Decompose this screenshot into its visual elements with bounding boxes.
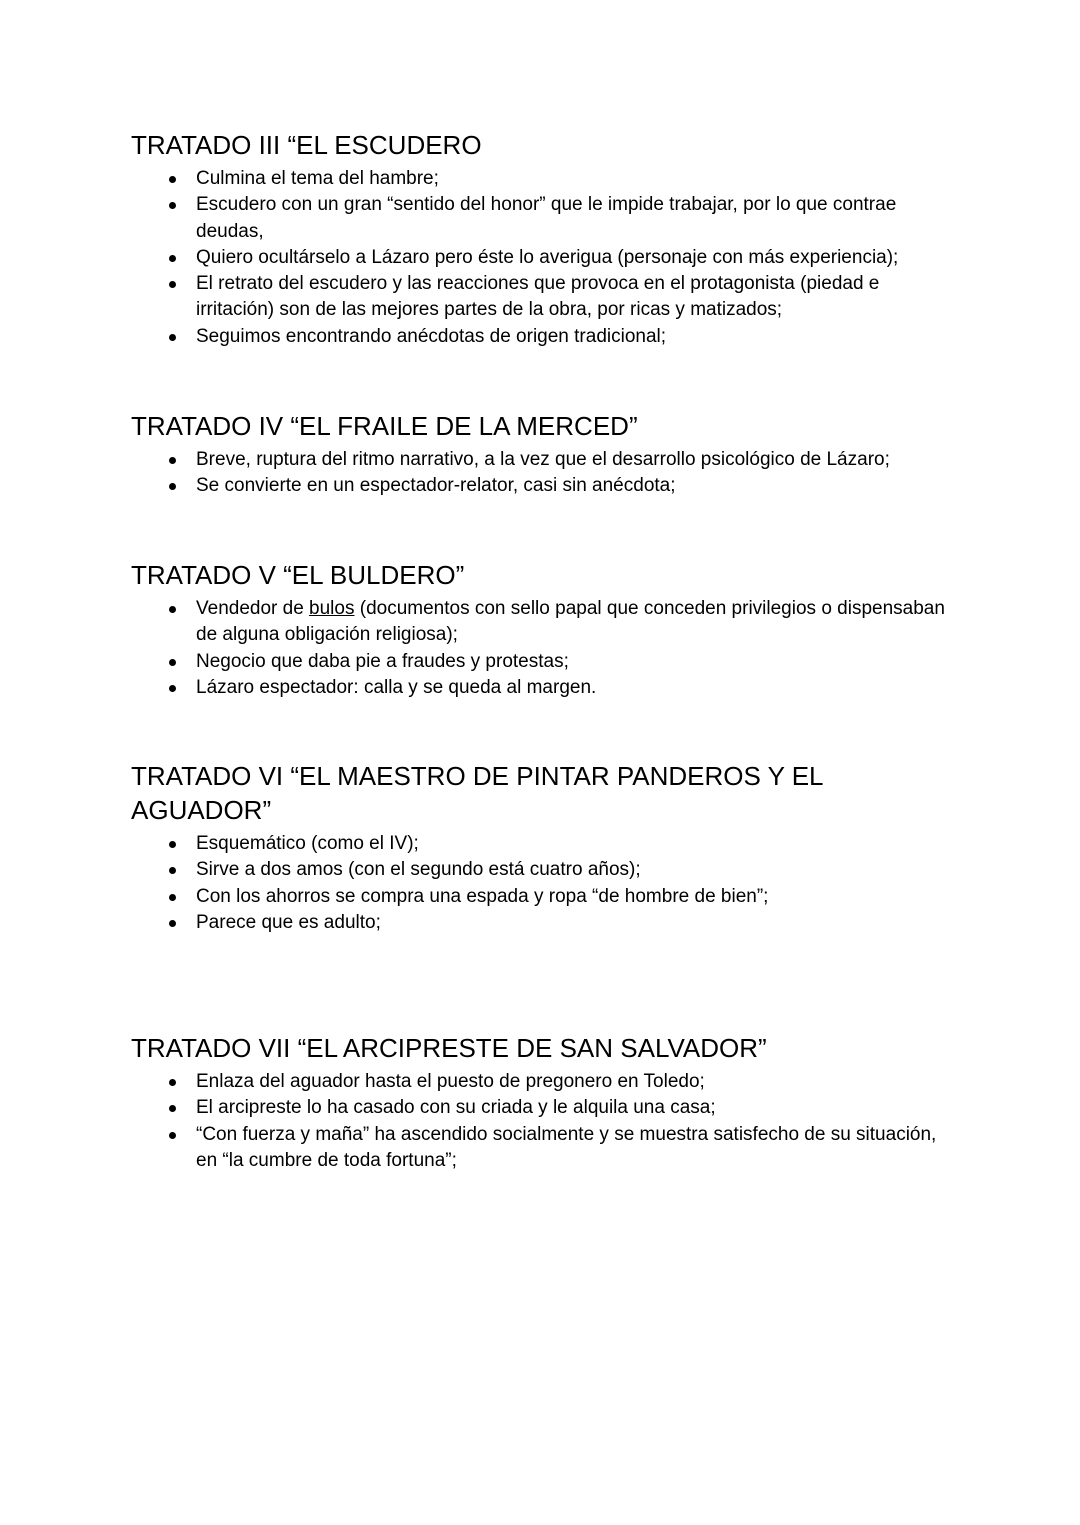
bullet-icon <box>169 894 176 901</box>
list-item <box>131 649 951 675</box>
bullet-list <box>131 1069 951 1174</box>
list-item-text: Esquemático (como el IV); <box>196 833 419 854</box>
bullet-icon <box>169 255 176 262</box>
list-item <box>131 473 951 499</box>
list-item-text: Escudero con un gran “sentido del honor” que le impide trabajar, por lo que contrae deudas, <box>196 194 897 242</box>
list-item <box>131 245 951 271</box>
bullet-icon <box>169 483 176 490</box>
bullet-icon <box>169 685 176 692</box>
list-item <box>131 271 951 324</box>
list-item <box>131 166 951 192</box>
bullet-icon <box>169 1132 176 1139</box>
list-item <box>131 831 951 857</box>
section-tratado-iv <box>131 409 951 500</box>
bullet-list <box>131 166 951 350</box>
bullet-icon <box>169 457 176 464</box>
bullet-icon <box>169 281 176 288</box>
list-item-text: Sirve a dos amos (con el segundo está cuatro años); <box>196 859 641 881</box>
list-item-text: Se convierte en un espectador-relator, casi sin anécdota; <box>196 475 676 497</box>
bullet-icon <box>169 659 176 666</box>
bullet-icon <box>169 841 176 848</box>
list-item-text: Culmina el tema del hambre; <box>196 168 439 189</box>
list-item-text: Negocio que daba pie a fraudes y protestas; <box>196 650 569 672</box>
list-item-text: Con los ahorros se compra una espada y ropa “de hombre de bien”; <box>196 885 769 907</box>
list-item <box>131 1095 951 1121</box>
list-item <box>131 675 951 701</box>
list-item-text: Quiero ocultárselo a Lázaro pero éste lo averigua (personaje con más experiencia); <box>196 246 899 268</box>
list-item <box>131 1122 951 1175</box>
section-heading: TRATADO V “EL BULDERO” <box>131 560 465 590</box>
bullet-icon <box>169 606 176 613</box>
section-tratado-vii <box>131 1031 951 1174</box>
bullet-icon <box>169 1079 176 1086</box>
bullet-list <box>131 447 951 500</box>
list-item-text: Lázaro espectador: calla y se queda al margen. <box>196 676 597 698</box>
bullet-icon <box>169 202 176 209</box>
bullet-icon <box>169 920 176 927</box>
list-item <box>131 447 951 473</box>
bullet-list <box>131 831 951 936</box>
section-tratado-vi <box>131 759 831 936</box>
list-item-text-before: Vendedor de <box>196 598 310 619</box>
list-item-text-after: (documentos con sello papal que conceden privilegios o dispensaban de alguna obligación religiosa); <box>196 598 945 646</box>
section-heading: TRATADO IV “EL FRAILE DE LA MERCED” <box>131 411 638 441</box>
list-item <box>131 857 951 883</box>
section-heading: TRATADO VII “EL ARCIPRESTE DE SAN SALVADOR” <box>131 1033 767 1063</box>
list-item-text: El retrato del escudero y las reacciones que provoca en el protagonista (piedad e irritación) son de las mejores partes de la obra, por ricas y matizados; <box>196 273 880 321</box>
bullet-list <box>131 596 951 701</box>
bullet-icon <box>169 176 176 183</box>
list-item-text: Seguimos encontrando anécdotas de origen tradicional; <box>196 325 667 347</box>
section-heading: TRATADO VI “EL MAESTRO DE PINTAR PANDEROS Y EL AGUADOR” <box>131 761 823 825</box>
list-item <box>131 910 951 936</box>
bullet-icon <box>169 1105 176 1112</box>
list-item <box>131 1069 951 1095</box>
list-item <box>131 884 951 910</box>
bullet-icon <box>169 867 176 874</box>
list-item-text: Enlaza del aguador hasta el puesto de pregonero en Toledo; <box>196 1071 705 1092</box>
list-item-text: El arcipreste lo ha casado con su criada y le alquila una casa; <box>196 1097 716 1119</box>
section-heading: TRATADO III “EL ESCUDERO <box>131 130 482 160</box>
list-item <box>131 324 951 350</box>
list-item <box>131 192 951 245</box>
list-item-text: “Con fuerza y maña” ha ascendido socialmente y se muestra satisfecho de su situación, en “la cumbre de toda fortuna”; <box>196 1123 937 1171</box>
underlined-term: bulos <box>309 598 355 619</box>
list-item <box>131 596 951 649</box>
bullet-icon <box>169 334 176 341</box>
section-tratado-v <box>131 558 951 701</box>
section-tratado-iii <box>131 128 951 350</box>
list-item-text: Parece que es adulto; <box>196 911 381 933</box>
list-item-text: Breve, ruptura del ritmo narrativo, a la vez que el desarrollo psicológico de Lázaro; <box>196 449 890 470</box>
